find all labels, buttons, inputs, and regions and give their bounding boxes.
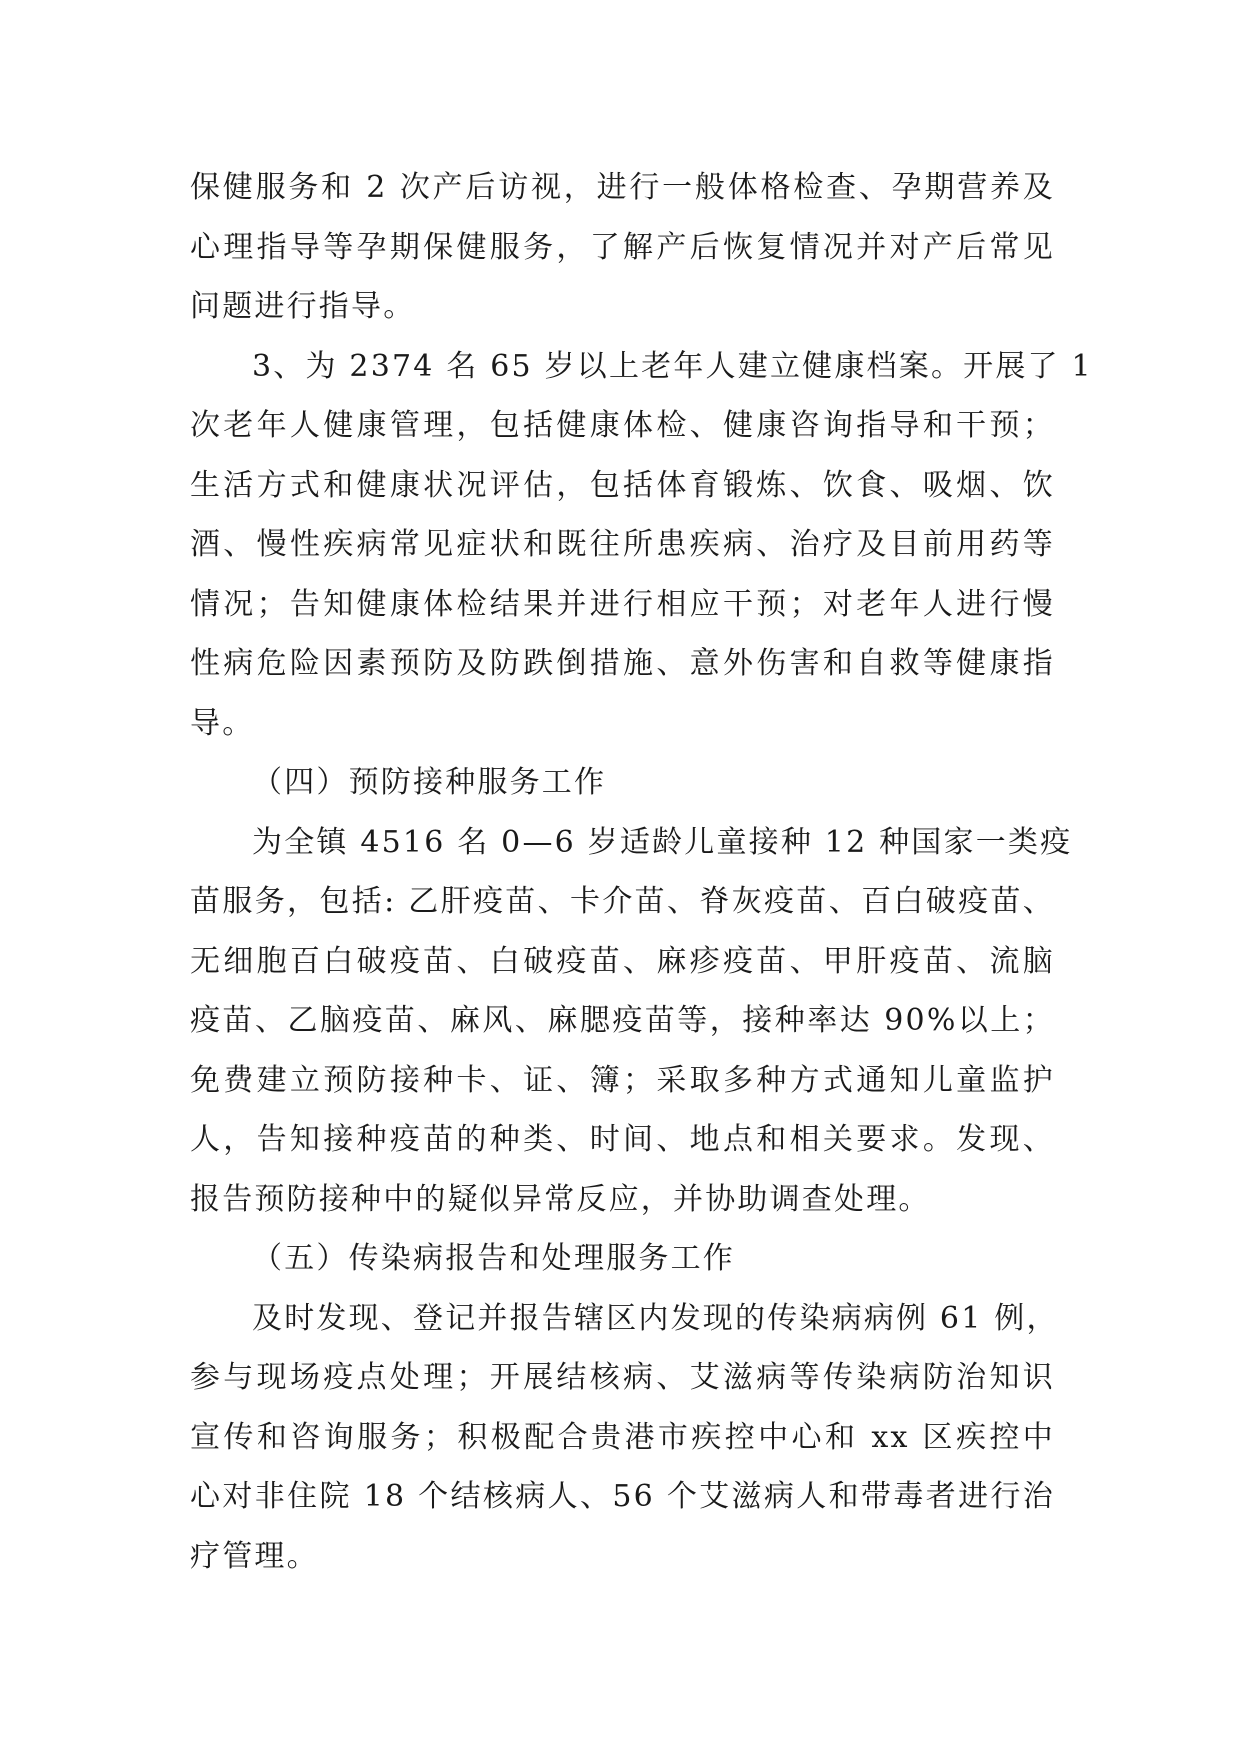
text-line: 苗服务，包括: 乙肝疫苗、卡介苗、脊灰疫苗、百白破疫苗、	[190, 884, 1055, 919]
text-line: 无细胞百白破疫苗、白破疫苗、麻疹疫苗、甲肝疫苗、流脑	[190, 943, 1055, 979]
text-line: 问题进行指导。	[190, 289, 416, 324]
text-line: 性病危险因素预防及防跌倒措施、意外伤害和自救等健康指	[190, 646, 1055, 681]
text-line: 情况；告知健康体检结果并进行相应干预；对老年人进行慢	[190, 586, 1055, 622]
document-body	[190, 158, 1093, 1586]
text-line: 酒、慢性疾病常见症状和既往所患疾病、治疗及目前用药等	[190, 527, 1055, 562]
text-line: 免费建立预防接种卡、证、簿；采取多种方式通知儿童监护	[190, 1062, 1055, 1098]
section-heading: （五）传染病报告和处理服务工作	[252, 1241, 735, 1276]
text-line: 疗管理。	[190, 1538, 319, 1574]
text-line: 保健服务和 2 次产后访视，进行一般体格检查、孕期营养及	[190, 170, 1055, 205]
text-line: 宣传和咨询服务；积极配合贵港市疾控中心和 xx 区疾控中	[190, 1419, 1055, 1455]
paragraph-start-line: 为全镇 4516 名 0—6 岁适龄儿童接种 12 种国家一类疫	[252, 824, 1073, 860]
section-heading: （四）预防接种服务工作	[252, 765, 607, 800]
text-line: 心对非住院 18 个结核病人、56 个艾滋病人和带毒者进行治	[190, 1479, 1055, 1514]
text-line: 导。	[190, 705, 255, 741]
text-line: 参与现场疫点处理；开展结核病、艾滋病等传染病防治知识	[190, 1360, 1055, 1395]
text-line: 报告预防接种中的疑似异常反应，并协助调查处理。	[190, 1181, 931, 1217]
text-line: 生活方式和健康状况评估，包括体育锻炼、饮食、吸烟、饮	[190, 467, 1055, 503]
text-line: 人，告知接种疫苗的种类、时间、地点和相关要求。发现、	[190, 1122, 1055, 1157]
paragraph-start-line: 3、为 2374 名 65 岁以上老年人建立健康档案。开展了 1	[252, 348, 1093, 384]
paragraph-start-line: 及时发现、登记并报告辖区内发现的传染病病例 61 例，	[252, 1300, 1059, 1336]
text-line: 心理指导等孕期保健服务，了解产后恢复情况并对产后常见	[190, 229, 1055, 265]
text-line: 疫苗、乙脑疫苗、麻风、麻腮疫苗等，接种率达 90%以上；	[190, 1003, 1055, 1038]
text-line: 次老年人健康管理，包括健康体检、健康咨询指导和干预；	[190, 408, 1055, 443]
